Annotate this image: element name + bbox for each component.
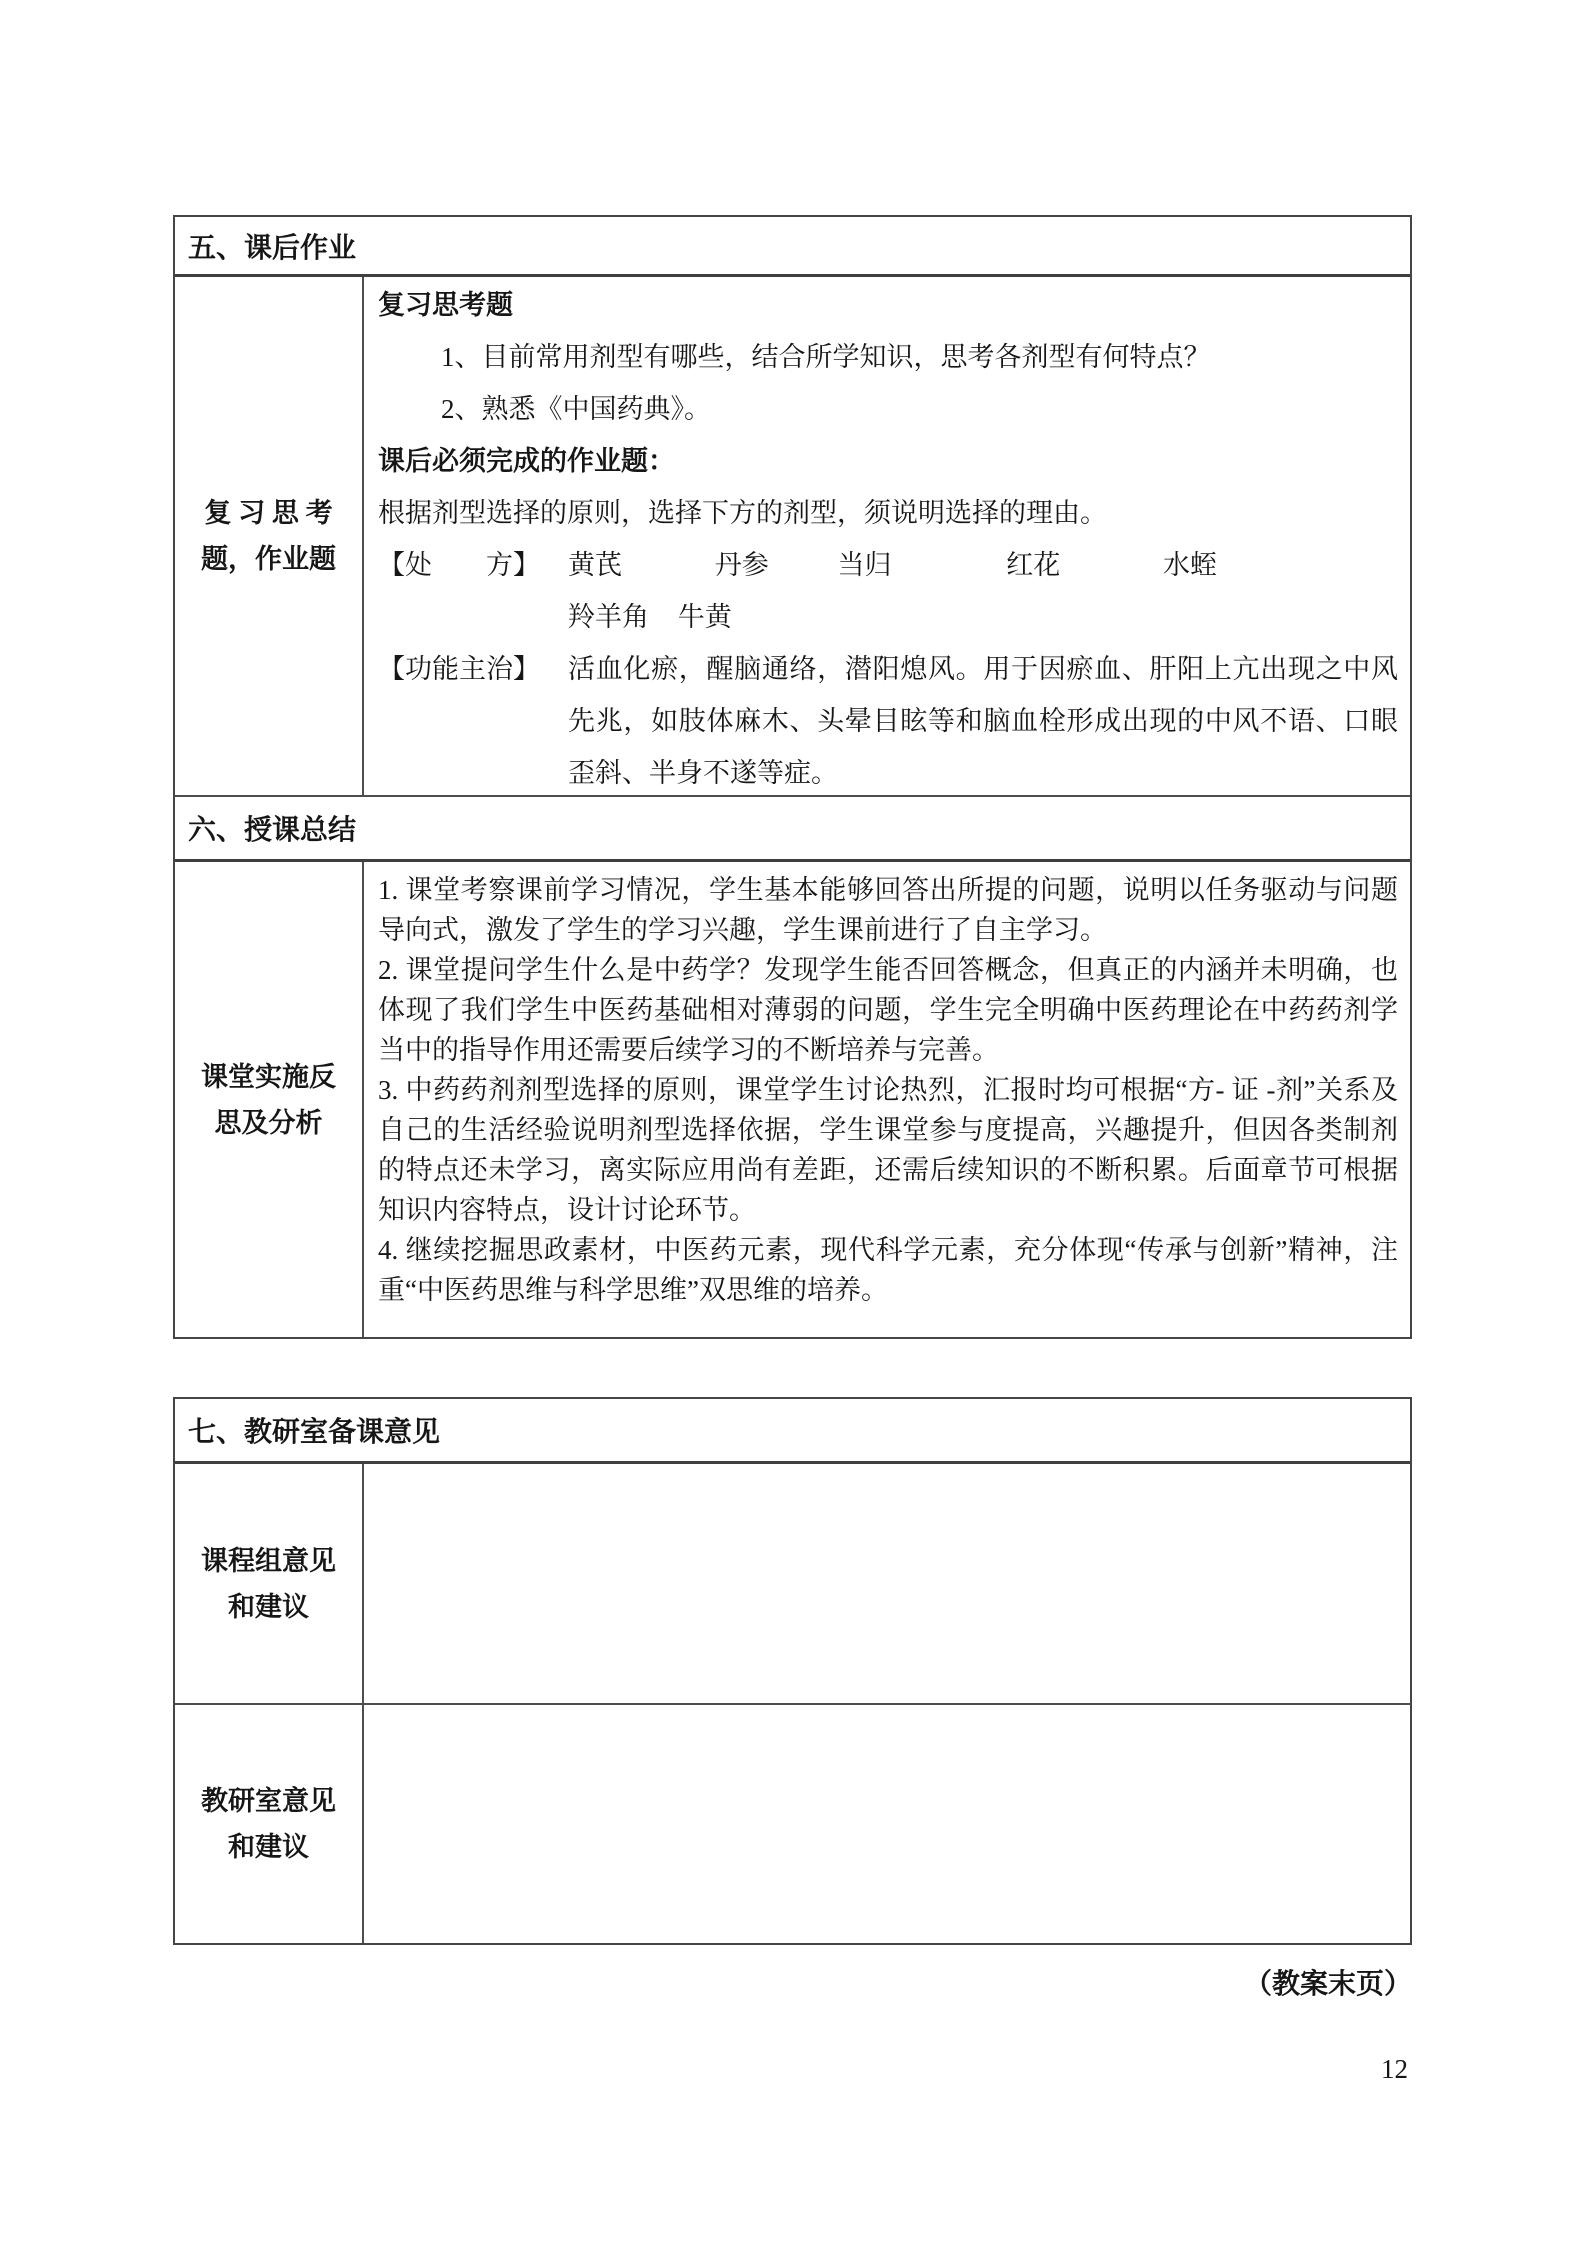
homework-summary-table: [173, 215, 1412, 1339]
review-question-1: 1、目前常用剂型有哪些，结合所学知识，思考各剂型有何特点？: [441, 342, 1211, 372]
drug-name: 水蛭: [1163, 550, 1217, 580]
section6-row-label: [175, 862, 364, 1337]
drug-name: 黄芪: [568, 550, 622, 580]
review-question-2: 2、熟悉《中国药典》。: [441, 394, 711, 424]
drug-name: 羚羊角: [568, 602, 649, 632]
course-group-opinion-label: [175, 1464, 364, 1703]
lesson-plan-end-note: （教案末页）: [1243, 1969, 1412, 2000]
section5-row-label: [175, 277, 364, 795]
summary-paragraph-2: 2. 课堂提问学生什么是中药学？发现学生能否回答概念，但真正的内涵并未明确，也体现了我们学生中医药基础相对薄弱的问题，学生完全明确中医药理论在中药药剂学当中的指导作用还需要后续学习的不断培养与完善。: [378, 955, 1398, 1065]
office-opinion-label: [175, 1705, 364, 1943]
section6-row-label-line2: 思及分析: [214, 1107, 323, 1138]
section6-row-label-line1: 课堂实施反: [201, 1061, 336, 1092]
course-group-opinion-row: [175, 1461, 1410, 1703]
drug-name: 牛黄: [677, 602, 732, 632]
summary-paragraph-4: 4. 继续挖掘思政素材，中医药元素，现代科学元素，充分体现“传承与创新”精神，注重“中医药思维与科学思维”双思维的培养。: [378, 1235, 1398, 1305]
office-opinion-label-line2: 和建议: [228, 1832, 309, 1862]
summary-paragraph-3: 3. 中药药剂剂型选择的原则，课堂学生讨论热烈，汇报时均可根据“方- 证 -剂”关系及自己的生活经验说明剂型选择依据，学生课堂参与度提高，兴趣提升，但因各类制剂的特点还未学习，离实际应用尚有差距，还需后续知识的不断积累。后面章节可根据知识内容特点，设计讨论环节。: [378, 1075, 1398, 1225]
function-text: 活血化瘀，醒脑通络，潜阳熄风。用于因瘀血、肝阳上亢出现之中风先兆，如肢体麻木、头晕目眩等和脑血栓形成出现的中风不语、口眼歪斜、半身不遂等症。: [568, 654, 1398, 788]
review-questions-heading: 复习思考题: [378, 290, 513, 320]
homework-heading: 课后必须完成的作业题：: [378, 446, 675, 476]
section6-title: 六、授课总结: [175, 795, 1410, 859]
prescription-drugs: [568, 539, 1398, 643]
office-opinion-content: [364, 1705, 1410, 1943]
prescription-drugs-row1: [568, 539, 1398, 591]
course-group-opinion-content: [364, 1464, 1410, 1703]
course-group-opinion-label-line2: 和建议: [228, 1591, 309, 1622]
office-opinion-table: [173, 1397, 1412, 1945]
section6-row: [175, 859, 1410, 1337]
section7-title: 七、教研室备课意见: [188, 1417, 441, 1448]
course-group-opinion-label-line1: 课程组意见: [201, 1545, 336, 1576]
section5-row-label-line2: 题，作业题: [201, 544, 336, 574]
drug-name: 当归: [837, 550, 892, 580]
office-opinion-label-line1: 教研室意见: [201, 1786, 336, 1816]
drug-name: 丹参: [714, 550, 769, 580]
summary-paragraph-1: 1. 课堂考察课前学习情况，学生基本能够回答出所提的问题，说明以任务驱动与问题导向式，激发了学生的学习兴趣，学生课前进行了自主学习。: [378, 875, 1398, 945]
section5-row-label-line1: 复 习 思 考: [204, 498, 333, 528]
homework-intro: 根据剂型选择的原则，选择下方的剂型，须说明选择的理由。: [378, 498, 1107, 528]
prescription-block: [378, 539, 1398, 643]
office-opinion-row: [175, 1703, 1410, 1943]
section5-row: [175, 274, 1410, 795]
page-number: 12: [1381, 2054, 1408, 2084]
function-label: 【功能主治】: [378, 654, 540, 684]
section5-content: [364, 277, 1410, 795]
section6-content: [364, 862, 1410, 1337]
function-block: [378, 643, 1398, 799]
drug-name: 红花: [1006, 550, 1061, 580]
section5-title: 五、课后作业: [188, 232, 357, 264]
prescription-drugs-row2: [568, 591, 1398, 643]
prescription-label: 【处 方】: [378, 550, 540, 580]
